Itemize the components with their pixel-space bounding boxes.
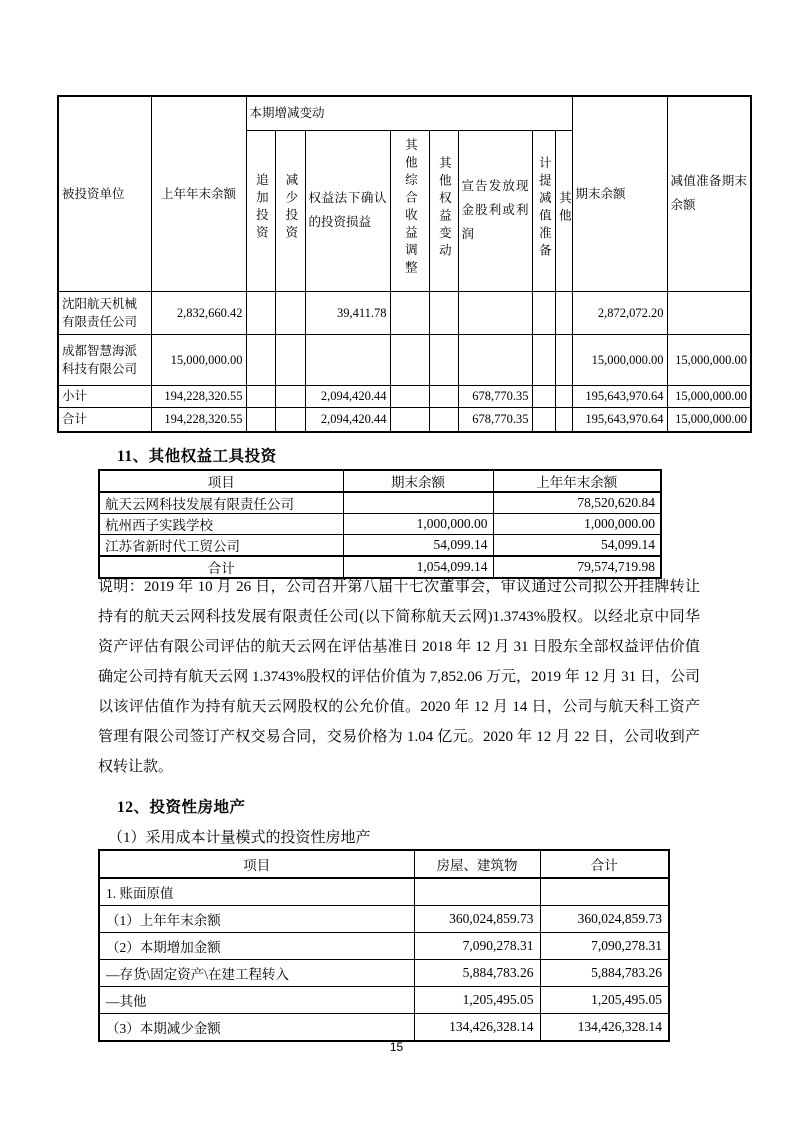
table-cell: 合计	[99, 556, 343, 578]
table-row	[99, 1014, 669, 1042]
vertical-label: 其他综合收益调整	[403, 138, 418, 279]
table-cell	[532, 335, 555, 386]
table-cell: 15,000,000.00	[572, 335, 667, 386]
table-cell: 航天云网科技发展有限责任公司	[99, 492, 343, 514]
table-cell: —其他	[99, 987, 414, 1014]
section-11-note: 说明：2019 年 10 月 26 日，公司召开第八届十七次董事会，审议通过公司拟公开挂牌转让持有的航天云网科技发展有限责任公司(以下简称航天云网)1.3743%股权。以经北京中同华资产评估有限公司评估的航天云网在评估基准日 2018 年 12 月 31 日股东全部权益评估价值确定公司持有航天云网 1.3743%股权的评估价值为 7,852.06 万元，2019 年 12 月 31 日，公司以该评估值作为持有航天云网股权的公允价值。2020 年 12 月 14 日，公司与航天科工资产管理有限公司签订产权交易合同，交易价格为 1.04 亿元。2020 年 12 月 22 日，公司收到产权转让款。	[98, 579, 700, 775]
table-cell: 15,000,000.00	[667, 386, 751, 408]
other-equity-instruments-table	[98, 469, 662, 579]
table-cell	[390, 408, 429, 433]
table-cell	[275, 335, 305, 386]
table-cell	[429, 335, 458, 386]
table-cell: 678,770.35	[458, 386, 532, 408]
table-cell	[390, 292, 429, 335]
vertical-label: 其他	[557, 190, 572, 226]
table-cell	[246, 408, 275, 433]
table-cell	[275, 292, 305, 335]
table-cell	[555, 292, 572, 335]
header-item: 项目	[99, 850, 414, 878]
table-header-row	[99, 470, 661, 492]
table-cell: 1,000,000.00	[343, 514, 493, 535]
vertical-label: 追加投资	[254, 173, 269, 244]
table-cell: 134,426,328.14	[414, 1014, 540, 1042]
table-header-row	[99, 850, 669, 878]
header-total: 合计	[540, 850, 669, 878]
header-additional-investment	[246, 131, 275, 292]
table-cell	[458, 292, 532, 335]
header-invested-unit: 被投资单位	[58, 96, 151, 292]
table-cell	[532, 408, 555, 433]
table-cell: 360,024,859.73	[540, 906, 669, 933]
table-cell: 2,832,660.42	[151, 292, 246, 335]
table-cell: —存货\固定资产\在建工程转入	[99, 960, 414, 987]
header-other-comprehensive-adj	[390, 131, 429, 292]
subtotal-row	[58, 386, 751, 408]
table-row	[99, 960, 669, 987]
vertical-label: 计提减值准备	[537, 155, 552, 261]
table-cell	[246, 292, 275, 335]
header-prev-year-balance: 上年年末余额	[493, 470, 661, 492]
table-cell: 194,228,320.55	[151, 408, 246, 433]
table-cell	[555, 408, 572, 433]
table-cell: 1. 账面原值	[99, 878, 414, 906]
table-cell: 15,000,000.00	[667, 408, 751, 433]
header-period-change: 本期增减变动	[246, 96, 572, 131]
table-cell: 79,574,719.98	[493, 556, 661, 578]
table-row	[99, 933, 669, 960]
table-cell: 39,411.78	[305, 292, 390, 335]
table-row	[99, 514, 661, 535]
header-impairment-end-balance: 减值准备期末余额	[667, 96, 751, 292]
header-equity-method-pl: 权益法下确认的投资损益	[305, 131, 390, 292]
table-cell: 成都智慧海派科技有限公司	[58, 335, 151, 386]
table-cell	[667, 292, 751, 335]
table-cell: 15,000,000.00	[151, 335, 246, 386]
table-row	[99, 535, 661, 557]
table-cell	[275, 408, 305, 433]
header-other-equity-change	[429, 131, 458, 292]
table-cell: （2）本期增加金额	[99, 933, 414, 960]
table-row	[99, 987, 669, 1014]
page-number: 15	[389, 1040, 404, 1054]
table-cell	[555, 386, 572, 408]
vertical-label: 其他权益变动	[437, 155, 452, 261]
header-prev-year-balance: 上年年末余额	[151, 96, 246, 292]
header-declared-dividends: 宣告发放现金股利或利润	[458, 131, 532, 292]
table-cell	[390, 386, 429, 408]
header-impairment-provision	[532, 131, 555, 292]
header-reduced-investment	[275, 131, 305, 292]
table-cell: 5,884,783.26	[540, 960, 669, 987]
table-cell: 江苏省新时代工贸公司	[99, 535, 343, 557]
table-cell	[540, 878, 669, 906]
table-cell	[390, 335, 429, 386]
table-cell	[246, 335, 275, 386]
table-cell: （3）本期减少金额	[99, 1014, 414, 1042]
table-cell	[429, 408, 458, 433]
table-cell: 678,770.35	[458, 408, 532, 433]
table-row	[99, 878, 669, 906]
header-end-balance: 期末余额	[343, 470, 493, 492]
table-cell: 54,099.14	[493, 535, 661, 557]
table-cell	[429, 386, 458, 408]
table-cell: 194,228,320.55	[151, 386, 246, 408]
table-row	[99, 492, 661, 514]
section-12-heading: 12、投资性房地产	[117, 799, 246, 816]
table-cell	[555, 335, 572, 386]
table-cell: 2,872,072.20	[572, 292, 667, 335]
total-row	[58, 408, 751, 433]
section-12-subheading: （1）采用成本计量模式的投资性房地产	[108, 830, 371, 846]
table-cell: 1,000,000.00	[493, 514, 661, 535]
table-cell: 7,090,278.31	[414, 933, 540, 960]
table-cell: 195,643,970.64	[572, 408, 667, 433]
section-11-heading: 11、其他权益工具投资	[117, 448, 277, 465]
table-cell: 1,205,495.05	[540, 987, 669, 1014]
table-cell: 15,000,000.00	[667, 335, 751, 386]
table-cell: 2,094,420.44	[305, 386, 390, 408]
table-cell	[343, 492, 493, 514]
table-cell	[429, 292, 458, 335]
table-row	[58, 335, 751, 386]
table-cell: 1,205,495.05	[414, 987, 540, 1014]
table-cell: 沈阳航天机械有限责任公司	[58, 292, 151, 335]
table-cell: 杭州西子实践学校	[99, 514, 343, 535]
header-item: 项目	[99, 470, 343, 492]
table-cell	[458, 335, 532, 386]
table-cell	[414, 878, 540, 906]
table-row	[58, 292, 751, 335]
table-cell: 134,426,328.14	[540, 1014, 669, 1042]
table-cell: 2,094,420.44	[305, 408, 390, 433]
table-cell	[305, 335, 390, 386]
table-cell: 1,054,099.14	[343, 556, 493, 578]
table-cell: （1）上年年末余额	[99, 906, 414, 933]
table-row	[99, 906, 669, 933]
vertical-label: 减少投资	[283, 173, 298, 244]
table-cell	[532, 292, 555, 335]
table-cell: 5,884,783.26	[414, 960, 540, 987]
investment-property-table	[98, 849, 670, 1042]
table-cell: 7,090,278.31	[540, 933, 669, 960]
table-cell: 78,520,620.84	[493, 492, 661, 514]
header-other	[555, 131, 572, 292]
table-cell: 54,099.14	[343, 535, 493, 557]
table-cell	[246, 386, 275, 408]
table-cell: 195,643,970.64	[572, 386, 667, 408]
table-header-row	[58, 96, 751, 131]
table-cell: 360,024,859.73	[414, 906, 540, 933]
header-buildings: 房屋、建筑物	[414, 850, 540, 878]
table-cell: 合计	[58, 408, 151, 433]
table-cell	[275, 386, 305, 408]
table-cell	[532, 386, 555, 408]
table-cell: 小计	[58, 386, 151, 408]
equity-investment-table	[57, 95, 752, 433]
header-end-balance: 期末余额	[572, 96, 667, 292]
